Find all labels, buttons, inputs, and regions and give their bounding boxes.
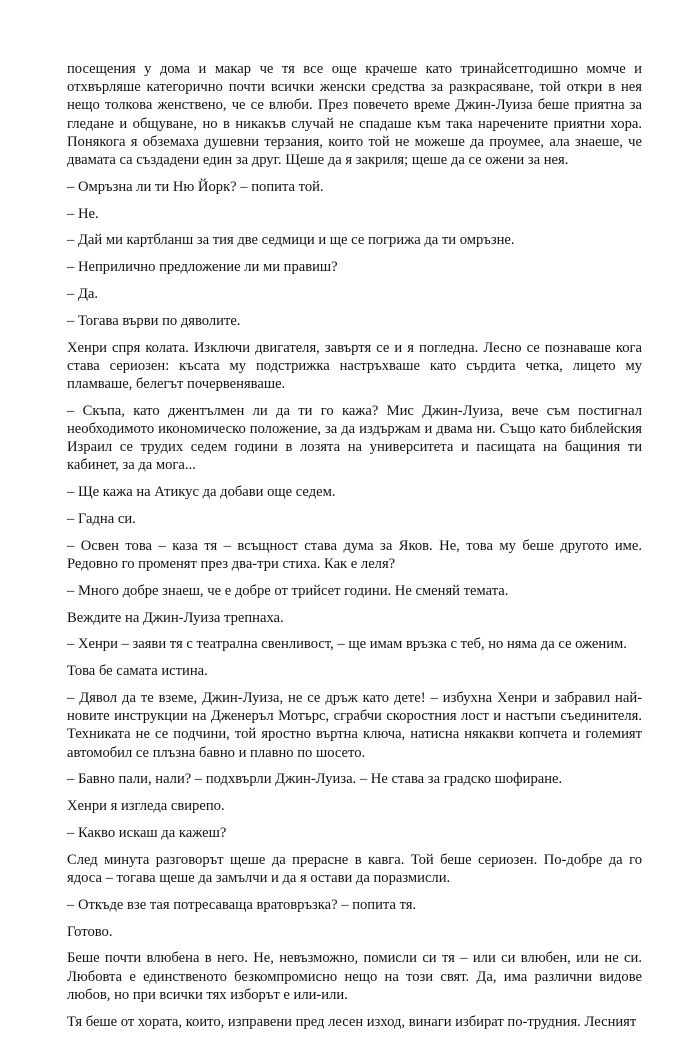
paragraph: посещения у дома и макар че тя все още крачеше като тринайсетгодишно момче и отхвърляше категорично почти всички женски средства за разкрасяване, той откри в нея нещо толкова женствено, че се влюби. През повечето време Джин-Луиза беше приятна за гледане и общуване, но в никакъв случай не спадаше към така наречените приятни хора. Понякога я обземаха душевни терзания, които той не можеше да проумее, ала знаеше, че двамата са създадени един за друг. Щеше да я закриля; щеше да се ожени за нея.	[67, 61, 642, 169]
paragraph: Това бе самата истина.	[67, 663, 208, 680]
paragraph: – Тогава върви по дяволите.	[67, 312, 241, 329]
paragraph: – Дявол да те вземе, Джин-Луиза, не се дръж като дете! – избухна Хенри и забравил най-новите инструкции на Дженеръл Мотърс, сграбчи скоростния лост и настъпи съединителя. Техниката не се подчини, той яростно въртна ключа, натисна някакви копчета и големият автомобил се плъзна бавно и плавно по шосето.	[67, 689, 642, 761]
paragraph: – Освен това – каза тя – всъщност става дума за Яков. Не, това му беше другото име. Редовно го променят през два-три стиха. Как е леля?	[67, 537, 642, 572]
paragraph: Хенри спря колата. Изключи двигателя, завъртя се и я погледна. Лесно се познаваше кога става сериозен: късата му подстрижка настръхваше като сърдита четка, лицето му пламваше, белегът почервеняваше.	[67, 339, 642, 392]
paragraph: – Неприлично предложение ли ми правиш?	[67, 259, 338, 276]
paragraph: Хенри я изгледа свирепо.	[67, 798, 225, 815]
paragraph: – Бавно пали, нали? – подхвърли Джин-Луиза. – Не става за градско шофиране.	[67, 771, 563, 788]
paragraph: – Скъпа, като джентълмен ли да ти го кажа? Мис Джин-Луиза, вече съм постигнал необходимото икономическо положение, за да издържам и двама ни. Също като библейския Израил се трудих седем години в лозята на университета и пасищата на бащиния ти кабинет, за да мога...	[67, 402, 642, 474]
paragraph: – Да.	[67, 286, 99, 302]
paragraph: – Гадна си.	[67, 511, 136, 527]
paragraph: Веждите на Джин-Луиза трепнаха.	[67, 609, 284, 626]
paragraph: – Много добре знаеш, че е добре от трийсет години. Не сменяй темата.	[67, 582, 509, 599]
paragraph: – Откъде взе тая потресаваща вратовръзка? – попита тя.	[67, 896, 417, 913]
paragraph: – Ще кажа на Атикус да добави още седем.	[67, 484, 336, 501]
paragraph: Готово.	[67, 923, 113, 940]
paragraph: – Омръзна ли ти Ню Йорк? – попита той.	[67, 178, 324, 195]
paragraph: Беше почти влюбена в него. Не, невъзможно, помисли си тя – или си влюбен, или не си. Любовта е единственото безкомпромисно нещо на този свят. Да, има различни видове любов, но при всички тях изборът е или-или.	[67, 950, 642, 1003]
paragraph: Тя беше от хората, които, изправени пред лесен изход, винаги избират по-трудния. Лесният	[67, 1013, 637, 1030]
paragraph: – Не.	[67, 205, 99, 222]
paragraph: – Дай ми картбланш за тия две седмици и ще се погрижа да ти омръзне.	[67, 232, 515, 249]
paragraph: След минута разговорът щеше да прерасне в кавга. Той беше сериозен. По-добре да го ядоса – тогава щеше да замълчи и да я остави да поразмисли.	[67, 851, 642, 886]
document-page	[67, 60, 642, 1039]
paragraph: – Хенри – заяви тя с театрална свенливост, – ще имам връзка с теб, но няма да се оженим.	[67, 636, 627, 653]
paragraph: – Какво искаш да кажеш?	[67, 824, 227, 841]
